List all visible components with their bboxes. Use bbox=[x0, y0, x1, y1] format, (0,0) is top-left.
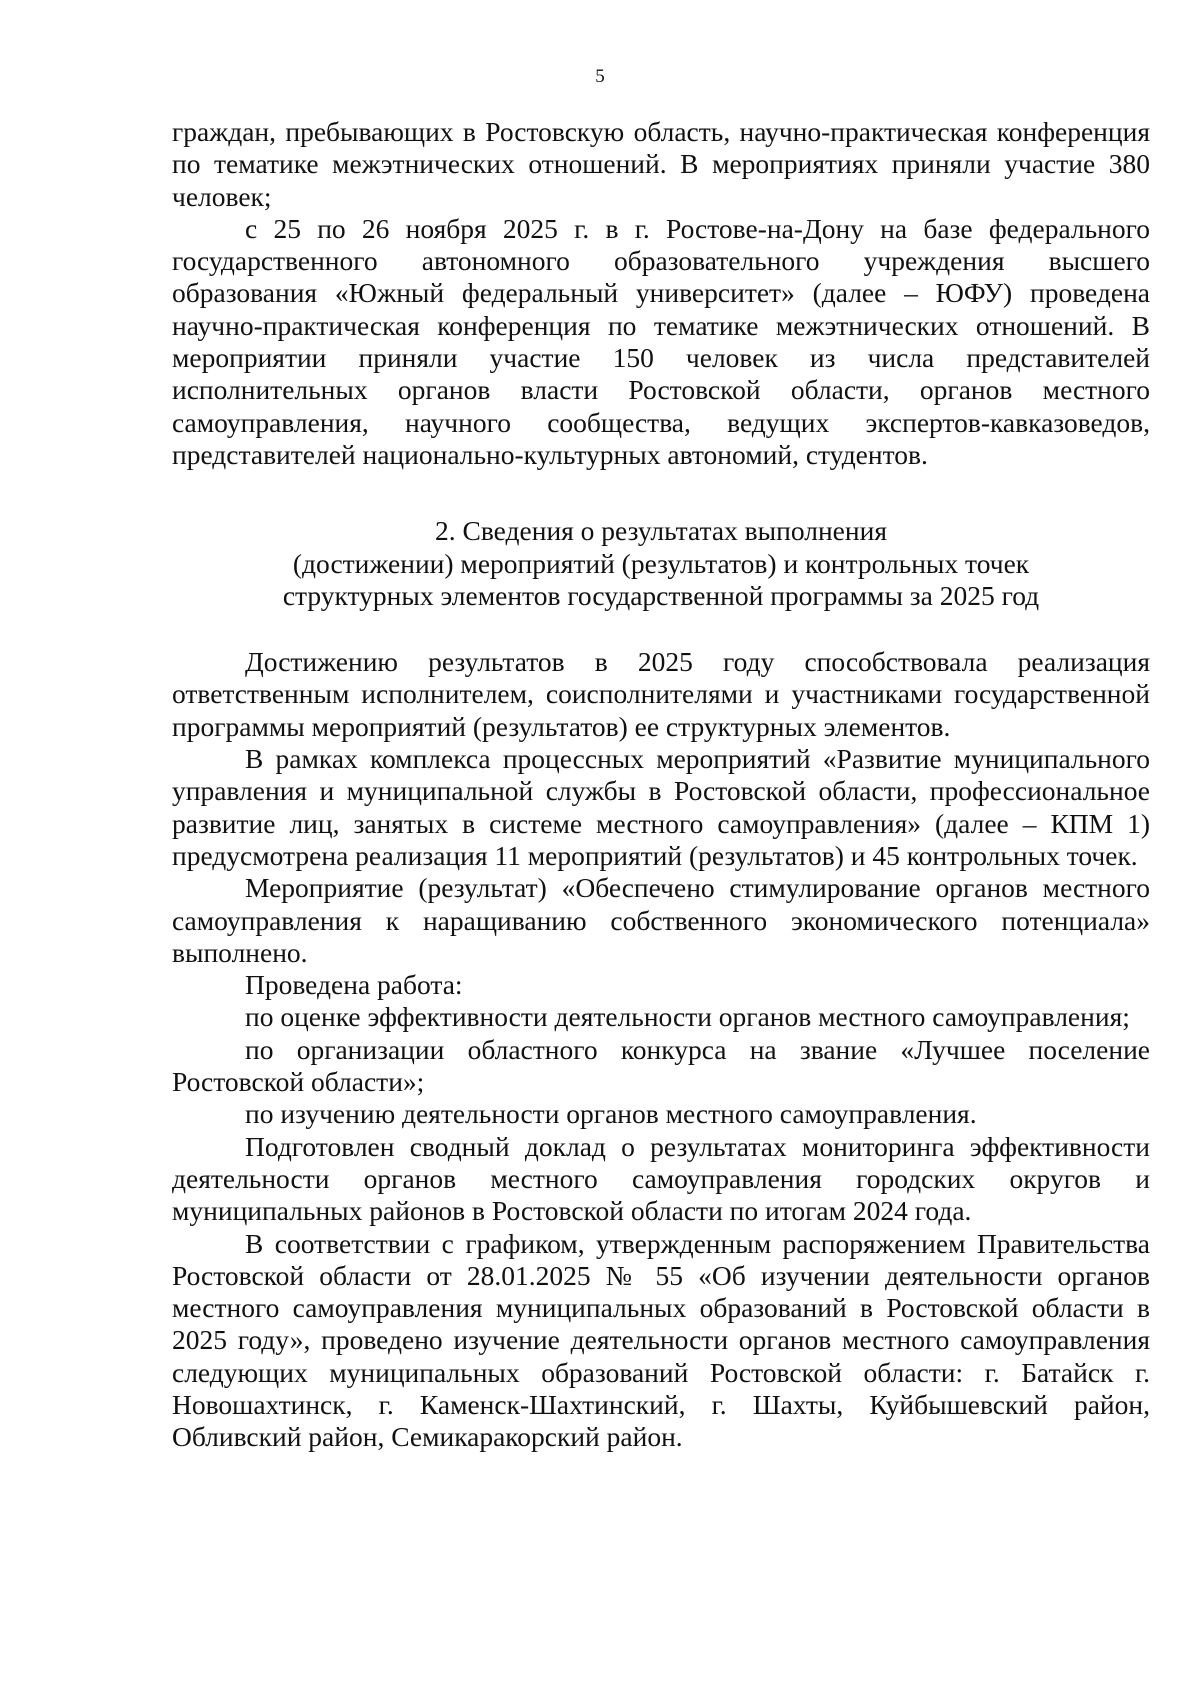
paragraph: с 25 по 26 ноября 2025 г. в г. Ростове-на-Дону на базе федерального государственного автономного образовательного учреждения высшего образования «Южный федеральный университет» (далее – ЮФУ) проведена научно-практическая конференция по тематике межэтнических отношений. В мероприятии приняли участие 150 человек из числа представителей исполнительных органов власти Ростовской области, органов местного самоуправления, научного сообщества, ведущих экспертов-кавказоведов, представителей национально-культурных автономий, студентов. bbox=[172, 212, 1150, 470]
paragraph: Проведена работа: bbox=[245, 969, 463, 1001]
paragraph: по оценке эффективности деятельности органов местного самоуправления; bbox=[245, 1001, 1130, 1033]
paragraph: Подготовлен сводный доклад о результатах мониторинга эффективности деятельности органов местного самоуправления городских округов и муниципальных районов в Ростовской области по итогам 2024 года. bbox=[172, 1130, 1150, 1227]
paragraph: В соответствии с графиком, утвержденным распоряжением Правительства Ростовской области от 28.01.2025 № 55 «Об изучении деятельности органов местного самоуправления муниципальных образований в Ростовской области в 2025 году», проведено изучение деятельности органов местного самоуправления следующих муниципальных образований Ростовской области: г. Батайск г. Новошахтинск, г. Каменск-Шахтинский, г. Шахты, Куйбышевский район, Обливский район, Семикаракорский район. bbox=[172, 1227, 1150, 1453]
section-heading-line: (достижении) мероприятий (результатов) и контрольных точек bbox=[292, 547, 1030, 579]
section-heading bbox=[172, 515, 1150, 612]
paragraph: граждан, пребывающих в Ростовскую область, научно-практическая конференция по тематике межэтнических отношений. В мероприятиях приняли участие 380 человек; bbox=[172, 116, 1150, 212]
paragraph: по изучению деятельности органов местного самоуправления. bbox=[245, 1098, 977, 1130]
page-number: 5 bbox=[595, 66, 605, 87]
paragraph: В рамках комплекса процессных мероприятий «Развитие муниципального управления и муниципальной службы в Ростовской области, профессиональное развитие лиц, занятых в системе местного самоуправления» (далее – КПМ 1) предусмотрена реализация 11 мероприятий (результатов) и 45 контрольных точек. bbox=[172, 743, 1150, 871]
section-heading-line: 2. Сведения о результатах выполнения bbox=[435, 515, 887, 547]
section-heading-line: структурных элементов государственной программы за 2025 год bbox=[282, 579, 1040, 611]
paragraph: Достижению результатов в 2025 году способствовала реализация ответственным исполнителем, соисполнителями и участниками государственной программы мероприятий (результатов) ее структурных элементов. bbox=[172, 646, 1150, 742]
document-body bbox=[172, 116, 1150, 1454]
paragraph: Мероприятие (результат) «Обеспечено стимулирование органов местного самоуправления к наращиванию собственного экономического потенциала» выполнено. bbox=[172, 872, 1150, 968]
paragraph: по организации областного конкурса на звание «Лучшее поселение Ростовской области»; bbox=[172, 1033, 1150, 1098]
